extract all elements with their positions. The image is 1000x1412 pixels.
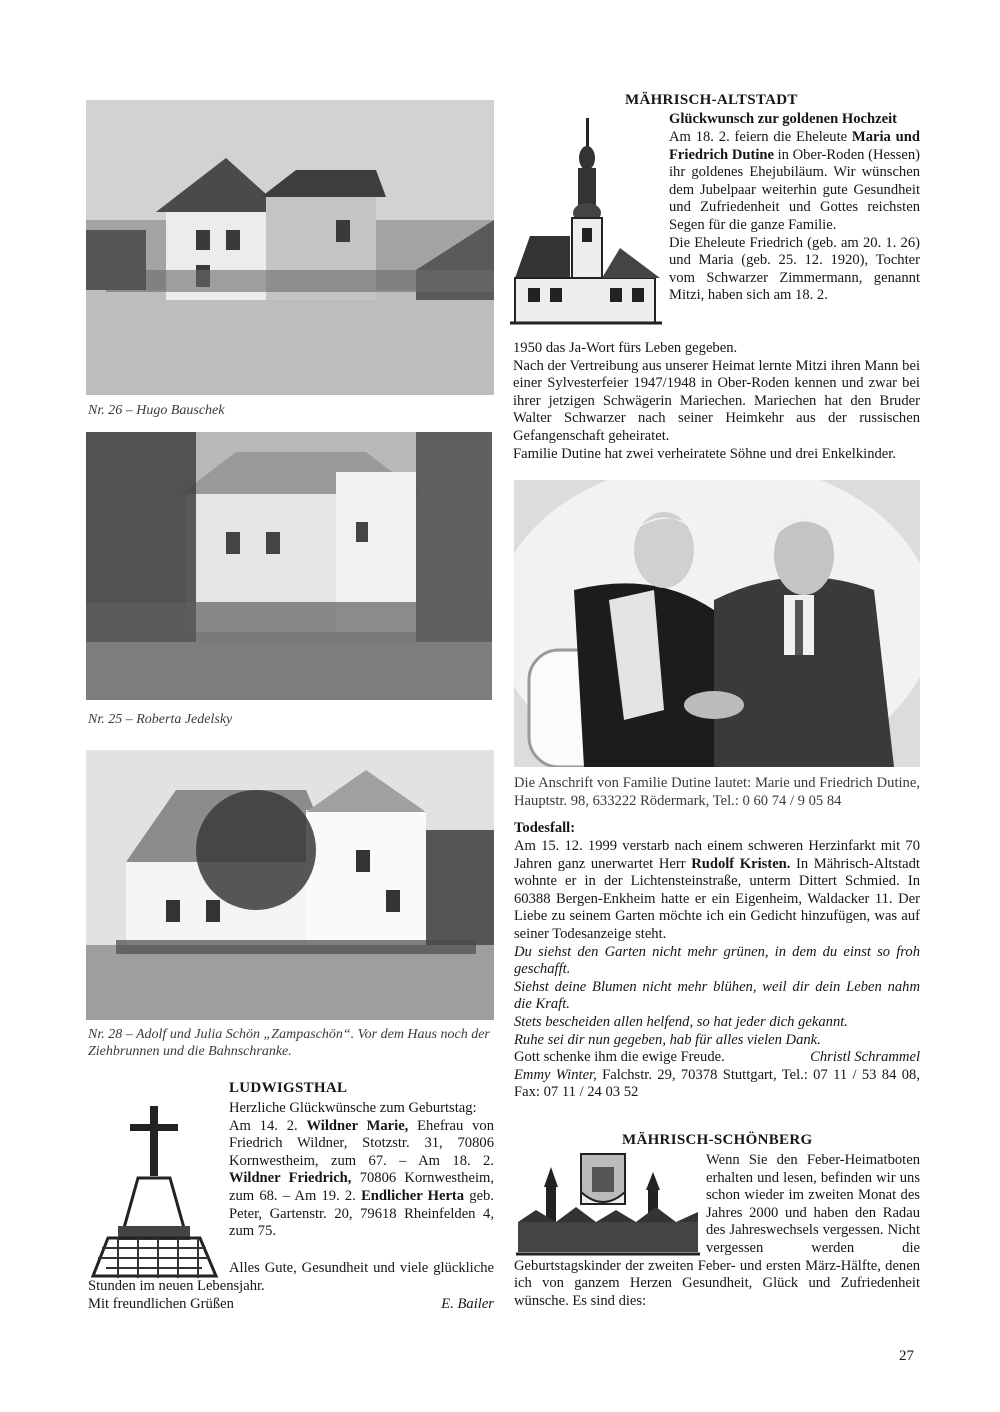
altstadt-full-text bbox=[513, 340, 920, 463]
ludwigsthal-sign-row bbox=[88, 1296, 494, 1314]
birthday-name-endlicher-herta: Endlicher Herta bbox=[361, 1187, 465, 1204]
poem-line-4-text: Ruhe sei dir nun gegeben, hab für alles vielen Dank. bbox=[514, 1031, 821, 1048]
todesfall-signature: Christl Schrammel bbox=[810, 1049, 920, 1066]
poem-line-1 bbox=[514, 944, 920, 979]
altstadt-p1-c: in Ober-Roden (Hessen) ihr goldenes Ehejubiläum. Wir wünschen dem Jubelpaar weiterhin gute Gesundheit und Zufriedenheit und Gottes reichsten Segen für die ganze Familie. bbox=[669, 146, 920, 233]
ludwigsthal-birthdays bbox=[229, 1118, 494, 1241]
todesfall-closing: Gott schenke ihm die ewige Freude. bbox=[514, 1049, 725, 1066]
page-number: 27 bbox=[899, 1348, 914, 1364]
altstadt-heading: MÄHRISCH-ALTSTADT bbox=[625, 92, 798, 108]
altstadt-p2: Die Eheleute Friedrich (geb. am 20. 1. 26) und Maria (geb. 25. 12. 1920), Tochter vom Schwarzer Zimmermann, genannt Mitzi, haben sich am 18. 2. bbox=[669, 234, 920, 304]
poem-line-2-text: Siehst deine Blumen nicht mehr blühen, weil dir dein Leben nahm die Kraft. bbox=[514, 978, 920, 1013]
todesfall-p1-c: In Mährisch-Altstadt wohnte er in der Lichtensteinstraße, unterm Dittert Schmied. In 60388 Bergen-Enkheim hatte er ein Eigenheim, Waldacker 11. Der Liebe zu seinem Garten möchte ich ein Gedicht hinzufügen, was auf seiner Todesanzeige steht. bbox=[514, 855, 920, 942]
schoenberg-paragraph: Wenn Sie den Feber-Heimatboten erhalten und lesen, befinden wir uns schon wieder im zweiten Monat des Jahres 2000 und haben den Radau des Jahreswechsels vergessen. Nicht vergessen werden die Geburtstagskinder der zweiten Feber- und ersten März-Hälfte, denen ich von ganzem Herzen Gesundheit, Glück und Zufriedenheit wünsche. Es sind dies: bbox=[514, 1152, 920, 1309]
schoenberg-heading: MÄHRISCH-SCHÖNBERG bbox=[622, 1132, 813, 1148]
ludwigsthal-greeting: Mit freundlichen Grüßen bbox=[88, 1296, 234, 1312]
todesfall-p1-a: Am 15. 12. 1999 verstarb nach einem schweren Herzinfarkt mit 70 Jahren ganz unerwartet Herr bbox=[514, 838, 920, 872]
caption-house-26: Nr. 26 – Hugo Bauschek bbox=[88, 403, 225, 418]
todesfall-name: Rudolf Kristen. bbox=[691, 855, 791, 872]
ludwigsthal-signature: E. Bailer bbox=[441, 1296, 494, 1312]
birthday-name-wildner-marie: Wildner Marie, bbox=[306, 1117, 409, 1134]
photo-house-26 bbox=[86, 100, 494, 395]
schoenberg-text bbox=[514, 1152, 920, 1310]
birthday-text-3: 70806 Kornwestheim, zum 68. – Am 19. 2. bbox=[229, 1170, 494, 1204]
altstadt-p1 bbox=[669, 129, 920, 235]
ludwigsthal-wish-text: Alles Gute, Gesundheit und viele glückliche Stunden im neuen Lebensjahr. bbox=[88, 1260, 494, 1294]
caption-house-25: Nr. 25 – Roberta Jedelsky bbox=[88, 712, 233, 727]
photo-dutine-couple bbox=[514, 480, 920, 767]
altstadt-church-icon bbox=[510, 118, 662, 328]
altstadt-p4: Familie Dutine hat zwei verheiratete Söhne und drei Enkelkinder. bbox=[513, 445, 896, 462]
altstadt-p2-cont: 1950 das Ja-Wort fürs Leben gegeben. bbox=[513, 340, 738, 356]
todesfall-heading: Todesfall: bbox=[514, 820, 576, 836]
todesfall-address-name: Emmy Winter, bbox=[514, 1066, 597, 1083]
poem-line-4 bbox=[514, 1032, 920, 1050]
ludwigsthal-intro bbox=[229, 1100, 494, 1241]
photo-house-28 bbox=[86, 750, 494, 1020]
poem-line-3 bbox=[514, 1014, 920, 1032]
birthday-name-wildner-friedrich: Wildner Friedrich, bbox=[229, 1170, 352, 1187]
ludwigsthal-wish bbox=[88, 1260, 494, 1295]
todesfall-p1 bbox=[514, 838, 920, 944]
caption-house-28: Nr. 28 – Adolf und Julia Schön „Zampaschön“. Vor dem Haus noch der Ziehbrunnen und die Bahnschranke. bbox=[88, 1027, 490, 1059]
schoenberg-icon-spacer bbox=[514, 1152, 706, 1257]
ludwigsthal-heading: LUDWIGSTHAL bbox=[229, 1080, 348, 1096]
altstadt-p3: Nach der Vertreibung aus unserer Heimat lernte Mitzi ihren Mann bei einer Sylvesterfeier 1947/1948 in Ober-Roden kennen und zwar bei ihrer jetzigen Schwägerin Mariechen. Mariechen hat den Bruder Walter Schwarzer nach seiner Heimkehr aus der russischen Gefangenschaft geheiratet. bbox=[513, 357, 920, 444]
birthday-text-2: Ehefrau von Friedrich Wildner, Stotzstr. 31, 70806 Kornwestheim, zum 67. – Am 18. 2. bbox=[229, 1117, 494, 1169]
altstadt-couple-names: Maria und Friedrich Dutine bbox=[669, 129, 920, 163]
altstadt-side-text bbox=[669, 129, 920, 305]
birthday-text-4: geb. Peter, Gartenstr. 20, 79618 Rheinfelden 4, zum 75. bbox=[229, 1187, 494, 1240]
poem-line-2 bbox=[514, 979, 920, 1014]
ludwigsthal-intro-text: Herzliche Glückwünsche zum Geburtstag: bbox=[229, 1100, 477, 1116]
todesfall-address bbox=[514, 1067, 920, 1102]
ludwigsthal-cross-icon bbox=[88, 1098, 220, 1278]
poem-line-3-text: Stets bescheiden allen helfend, so hat jeder dich gekannt. bbox=[514, 1013, 848, 1030]
poem-line-1-text: Du siehst den Garten nicht mehr grünen, in dem du einst so froh geschafft. bbox=[514, 943, 920, 978]
caption-couple: Die Anschrift von Familie Dutine lautet: Marie und Friedrich Dutine, Hauptstr. 98, 633222 Rödermark, Tel.: 0 60 74 / 9 05 84 bbox=[514, 775, 920, 809]
altstadt-p1-a: Am 18. 2. feiern die Eheleute bbox=[669, 129, 852, 145]
todesfall-closing-row bbox=[514, 1049, 920, 1067]
altstadt-subheading: Glückwunsch zur goldenen Hochzeit bbox=[669, 111, 897, 127]
todesfall-address-rest: Falchstr. 29, 70378 Stuttgart, Tel.: 07 11 / 53 84 08, Fax: 07 11 / 24 03 52 bbox=[514, 1066, 920, 1101]
todesfall-text bbox=[514, 838, 920, 1102]
birthday-date-1: Am 14. 2. bbox=[229, 1117, 307, 1134]
photo-house-25 bbox=[86, 432, 492, 700]
